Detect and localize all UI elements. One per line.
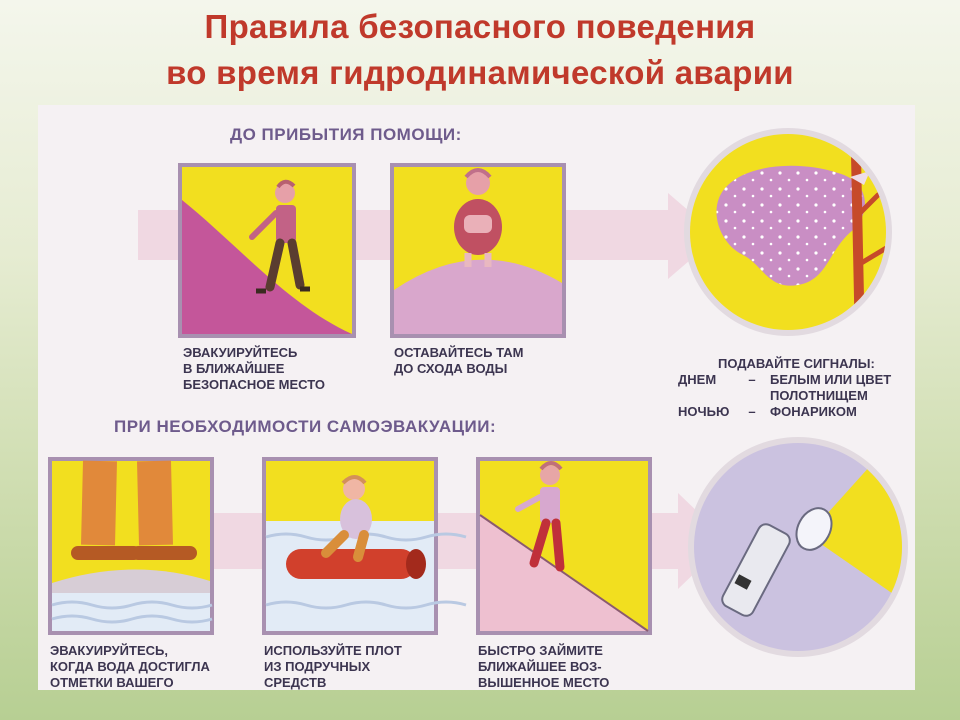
caption-high-line-2: БЛИЖАЙШЕЕ ВОЗ- <box>478 659 602 674</box>
panel-stay-illustration <box>390 163 566 338</box>
signal-flashlight-illustration <box>688 435 915 657</box>
caption-evacuate <box>183 345 325 393</box>
signals-night-row <box>678 404 891 420</box>
signals-night-dash: – <box>748 404 756 419</box>
caption-raft-line-3: СРЕДСТВ <box>264 675 327 690</box>
caption-stay-line-2: ДО СХОДА ВОДЫ <box>394 361 508 376</box>
caption-evacuate-line-2: В БЛИЖАЙШЕЕ <box>183 361 285 376</box>
title-line-2: во время гидродинамической аварии <box>166 54 794 91</box>
signals-day-label: ДНЕМ <box>678 372 717 387</box>
panel-high-ground-illustration <box>476 457 652 635</box>
signals-title: ПОДАВАЙТЕ СИГНАЛЫ: <box>718 356 875 371</box>
caption-high-line-1: БЫСТРО ЗАЙМИТЕ <box>478 643 603 658</box>
signals-night-value: ФОНАРИКОМ <box>770 404 857 419</box>
signal-cloth-illustration <box>684 128 892 345</box>
heading-self-evacuation: ПРИ НЕОБХОДИМОСТИ САМОЭВАКУАЦИИ: <box>114 417 497 436</box>
caption-water-line-3: ОТМЕТКИ ВАШЕГО <box>50 675 174 690</box>
caption-stay <box>394 345 523 377</box>
caption-stay-line-1: ОСТАВАЙТЕСЬ ТАМ <box>394 345 524 360</box>
caption-high-line-3: ВЫШЕННОЕ МЕСТО <box>478 675 610 690</box>
caption-water-line-2: КОГДА ВОДА ДОСТИГЛА <box>50 659 210 674</box>
caption-raft-line-1: ИСПОЛЬЗУЙТЕ ПЛОТ <box>264 643 402 658</box>
title-line-1: Правила безопасного поведения <box>204 8 756 45</box>
caption-raft <box>264 643 402 690</box>
signals-day-dash: – <box>748 372 756 387</box>
panel-evacuate-illustration <box>178 163 356 338</box>
panel-raft-illustration <box>262 457 466 635</box>
signals-day-value-cont: ПОЛОТНИЩЕМ <box>770 388 868 403</box>
signals-night-label: НОЧЬЮ <box>678 404 730 419</box>
caption-water-line-1: ЭВАКУИРУЙТЕСЬ, <box>50 643 168 658</box>
panel-water-level-illustration <box>48 457 214 635</box>
slide-title <box>0 0 960 96</box>
heading-before-help: ДО ПРИБЫТИЯ ПОМОЩИ: <box>230 125 462 144</box>
caption-evacuate-line-3: БЕЗОПАСНОЕ МЕСТО <box>183 377 325 392</box>
caption-water-level <box>50 643 210 690</box>
caption-raft-line-2: ИЗ ПОДРУЧНЫХ <box>264 659 371 674</box>
signals-block <box>678 356 891 420</box>
caption-high-ground <box>478 643 609 690</box>
signals-day-value: БЕЛЫМ ИЛИ ЦВЕТ <box>770 372 892 387</box>
signals-day-row <box>678 372 891 388</box>
caption-evacuate-line-1: ЭВАКУИРУЙТЕСЬ <box>183 345 298 360</box>
safety-poster <box>38 105 915 690</box>
